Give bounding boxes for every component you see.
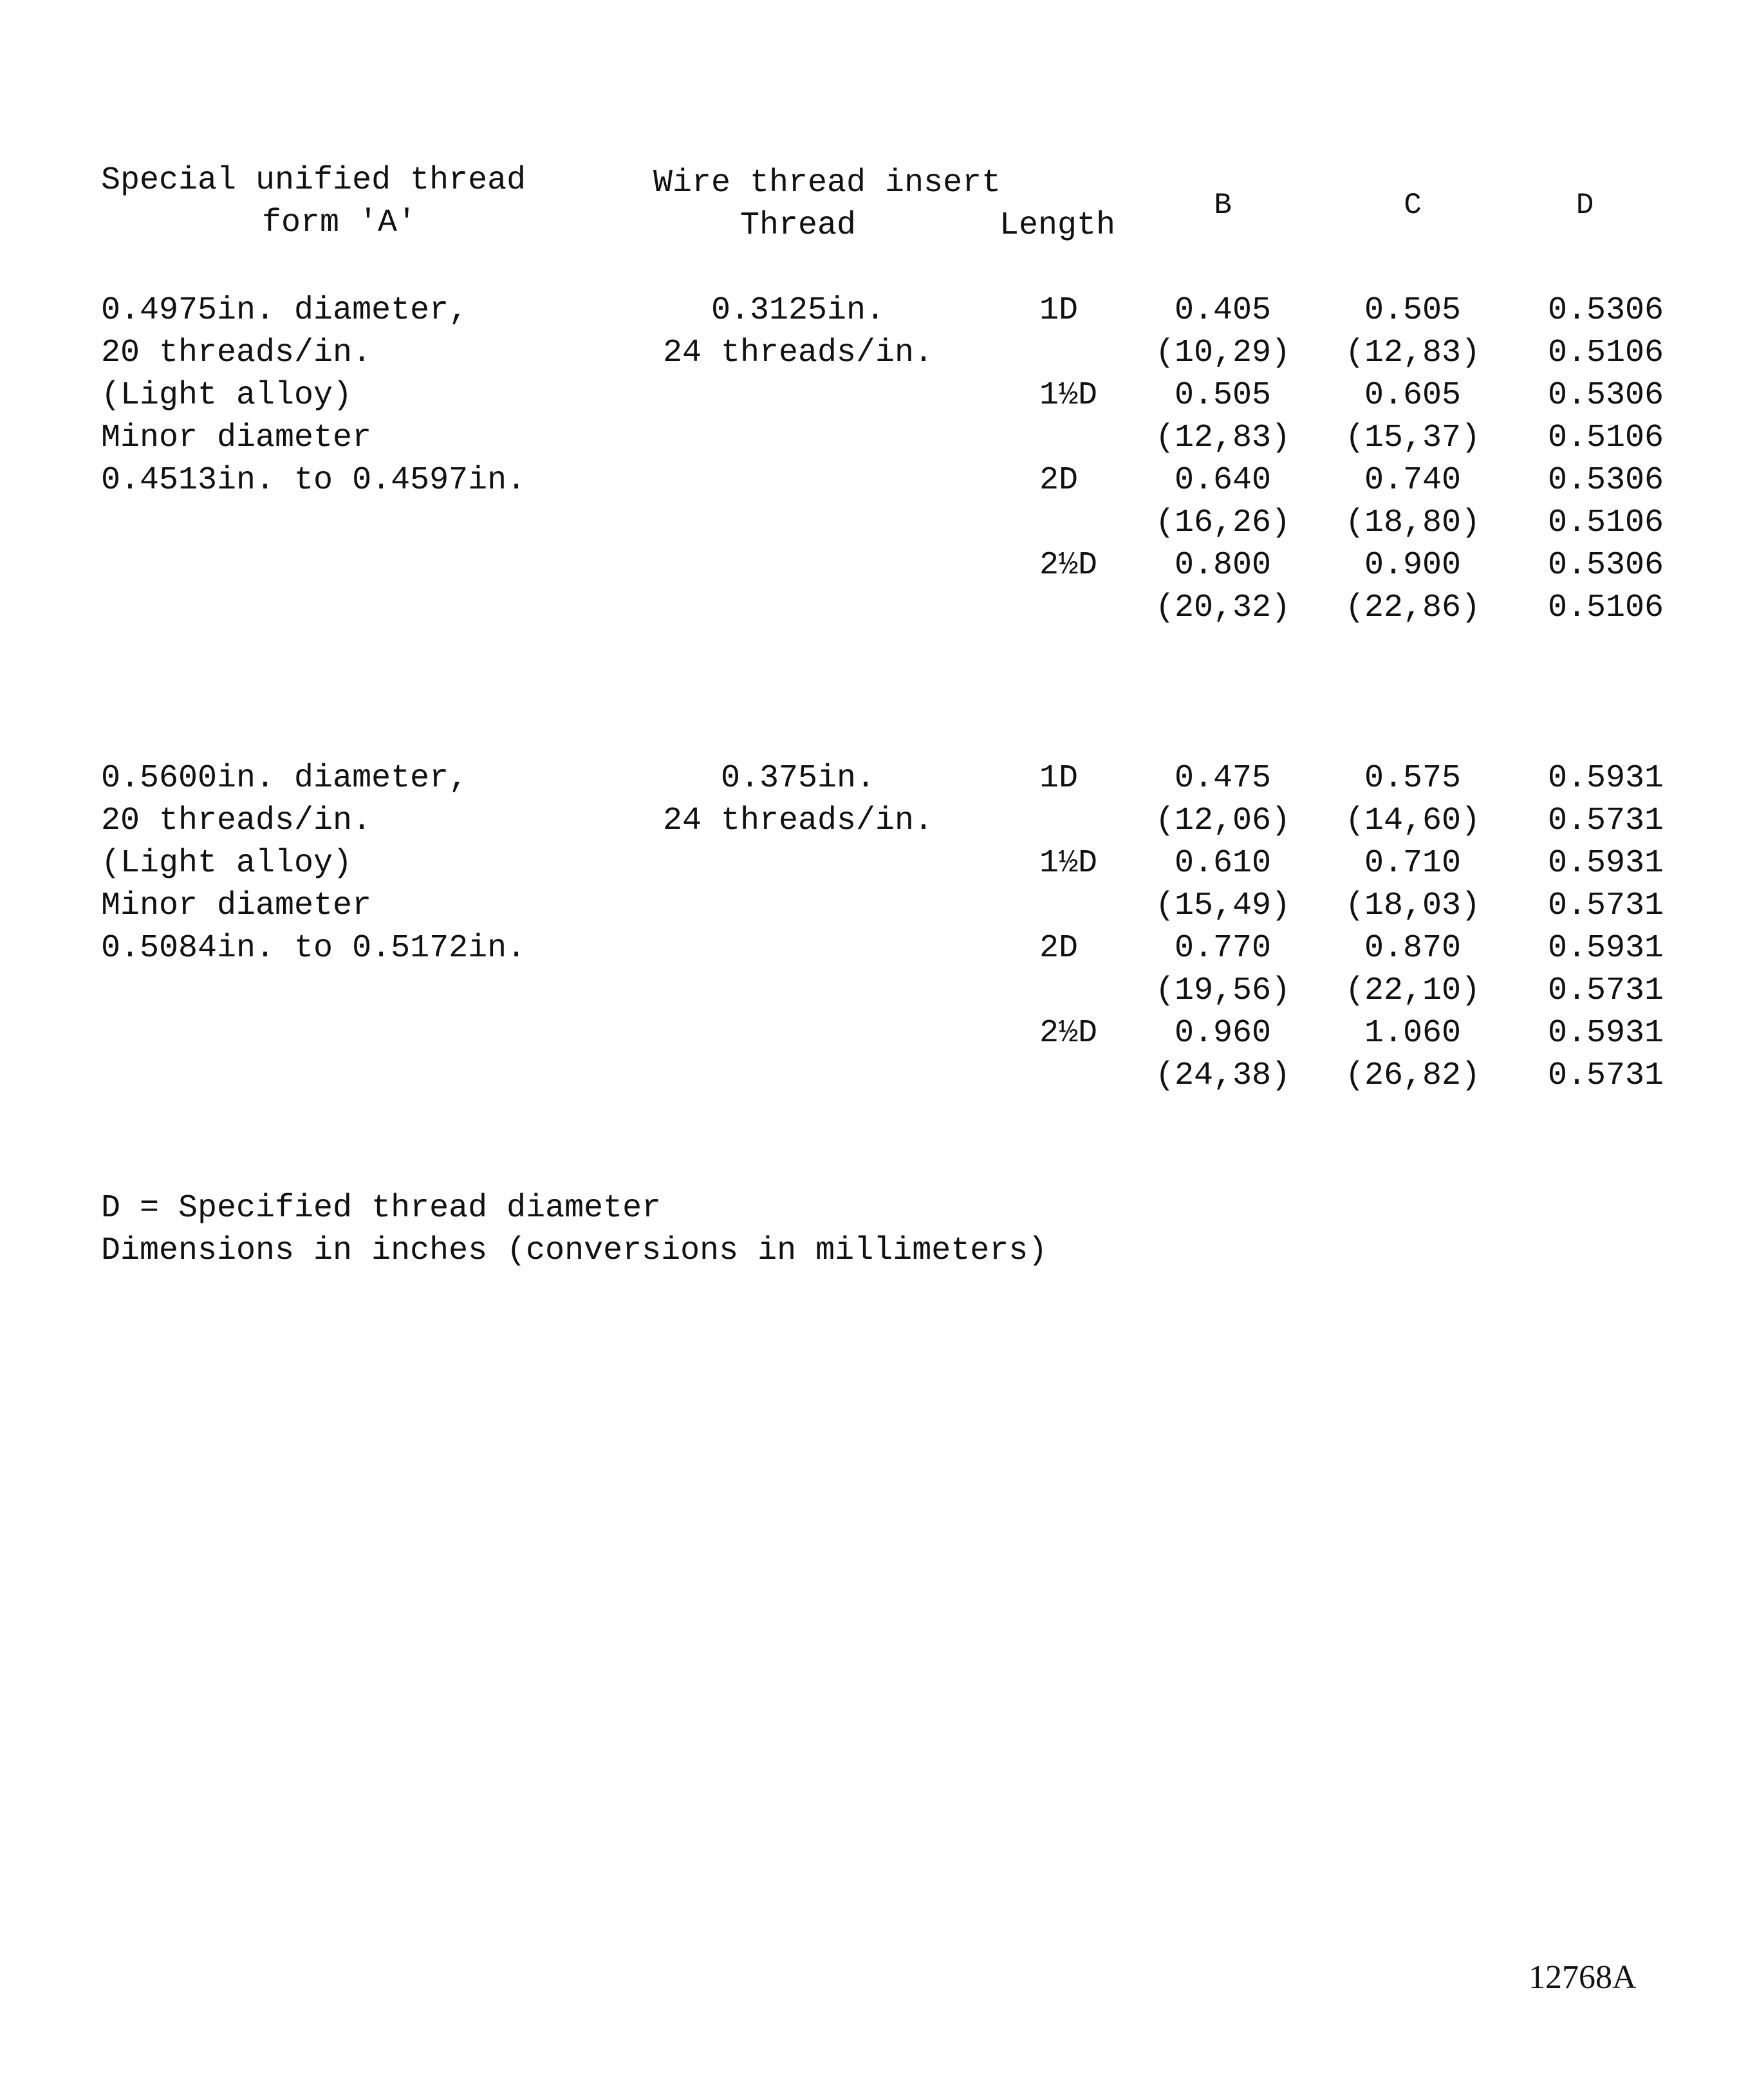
b-mm-cell: (12,06) bbox=[1155, 803, 1291, 839]
c-inch-cell: 0.505 bbox=[1364, 292, 1462, 329]
length-cell: 2D bbox=[1039, 462, 1079, 499]
b-inch-cell: 0.475 bbox=[1174, 760, 1272, 797]
b-mm-cell: (20,32) bbox=[1155, 590, 1291, 626]
b-inch-cell: 0.640 bbox=[1174, 462, 1272, 499]
header-col-d: D bbox=[1576, 189, 1594, 222]
header-col-c: C bbox=[1404, 189, 1422, 222]
d-max-cell: 0.5931 bbox=[1547, 1015, 1664, 1052]
d-max-cell: 0.5931 bbox=[1547, 930, 1664, 967]
b-inch-cell: 0.505 bbox=[1174, 377, 1272, 414]
c-mm-cell: (18,03) bbox=[1344, 887, 1481, 924]
c-mm-cell: (15,37) bbox=[1344, 420, 1481, 456]
b-mm-cell: (19,56) bbox=[1155, 972, 1291, 1009]
length-cell: 2½D bbox=[1039, 1015, 1098, 1052]
thread-form-line: 0.4513in. to 0.4597in. bbox=[101, 462, 526, 499]
c-mm-cell: (22,10) bbox=[1344, 972, 1481, 1009]
figure-code: 12768A bbox=[1529, 1959, 1637, 1996]
b-inch-cell: 0.960 bbox=[1174, 1015, 1272, 1052]
c-mm-cell: (26,82) bbox=[1344, 1057, 1481, 1094]
c-mm-cell: (12,83) bbox=[1344, 335, 1481, 371]
header-wire-thread: Thread bbox=[739, 207, 857, 244]
thread-form-line: 0.5600in. diameter, bbox=[101, 760, 469, 797]
c-inch-cell: 0.900 bbox=[1364, 547, 1462, 584]
b-mm-cell: (10,29) bbox=[1155, 335, 1291, 371]
d-min-cell: 0.5106 bbox=[1547, 590, 1664, 626]
header-thread-form-line1: Special unified thread bbox=[101, 162, 526, 199]
b-mm-cell: (12,83) bbox=[1155, 420, 1291, 456]
d-max-cell: 0.5931 bbox=[1547, 760, 1664, 797]
d-max-cell: 0.5306 bbox=[1547, 547, 1664, 584]
header-length: Length bbox=[999, 207, 1116, 244]
insert-thread-pitch: 24 threads/in. bbox=[662, 335, 934, 371]
d-max-cell: 0.5306 bbox=[1547, 462, 1664, 499]
insert-thread-diameter: 0.3125in. bbox=[711, 292, 886, 329]
footnote-units: Dimensions in inches (conversions in millimeters) bbox=[101, 1232, 1048, 1269]
thread-form-line: (Light alloy) bbox=[101, 845, 353, 882]
insert-thread bbox=[618, 290, 978, 375]
c-inch-cell: 0.575 bbox=[1364, 760, 1462, 797]
d-max-cell: 0.5931 bbox=[1547, 845, 1664, 882]
length-cell: 1½D bbox=[1039, 377, 1098, 414]
b-mm-cell: (15,49) bbox=[1155, 887, 1291, 924]
thread-form-line: Minor diameter bbox=[101, 887, 372, 924]
header-wire-thread-insert: Wire thread insert bbox=[653, 165, 1001, 201]
thread-form-line: 0.4975in. diameter, bbox=[101, 292, 469, 329]
b-inch-cell: 0.800 bbox=[1174, 547, 1272, 584]
footnote-d-definition: D = Specified thread diameter bbox=[101, 1190, 662, 1227]
thread-form-line: 20 threads/in. bbox=[101, 335, 372, 371]
b-mm-cell: (16,26) bbox=[1155, 505, 1291, 541]
d-min-cell: 0.5731 bbox=[1547, 803, 1664, 839]
length-cell: 2D bbox=[1039, 930, 1079, 967]
c-inch-cell: 0.710 bbox=[1364, 845, 1462, 882]
d-max-cell: 0.5306 bbox=[1547, 377, 1664, 414]
b-mm-cell: (24,38) bbox=[1155, 1057, 1291, 1094]
c-mm-cell: (14,60) bbox=[1344, 803, 1481, 839]
c-inch-cell: 0.605 bbox=[1364, 377, 1462, 414]
b-inch-cell: 0.610 bbox=[1174, 845, 1272, 882]
c-inch-cell: 0.870 bbox=[1364, 930, 1462, 967]
length-cell: 1D bbox=[1039, 760, 1079, 797]
insert-thread bbox=[618, 757, 978, 842]
thread-form-line: 0.5084in. to 0.5172in. bbox=[101, 930, 526, 967]
d-min-cell: 0.5731 bbox=[1547, 972, 1664, 1009]
length-cell: 1D bbox=[1039, 292, 1079, 329]
thread-form-line: Minor diameter bbox=[101, 420, 372, 456]
insert-thread-diameter: 0.375in. bbox=[720, 760, 876, 797]
b-inch-cell: 0.770 bbox=[1174, 930, 1272, 967]
d-min-cell: 0.5731 bbox=[1547, 1057, 1664, 1094]
d-max-cell: 0.5306 bbox=[1547, 292, 1664, 329]
header-thread-form-line2: form 'A' bbox=[261, 205, 417, 241]
c-inch-cell: 0.740 bbox=[1364, 462, 1462, 499]
c-mm-cell: (22,86) bbox=[1344, 590, 1481, 626]
thread-form-line: 20 threads/in. bbox=[101, 803, 372, 839]
thread-form-line: (Light alloy) bbox=[101, 377, 353, 414]
header-col-b: B bbox=[1214, 189, 1232, 222]
d-min-cell: 0.5106 bbox=[1547, 505, 1664, 541]
d-min-cell: 0.5731 bbox=[1547, 887, 1664, 924]
b-inch-cell: 0.405 bbox=[1174, 292, 1272, 329]
c-inch-cell: 1.060 bbox=[1364, 1015, 1462, 1052]
length-cell: 1½D bbox=[1039, 845, 1098, 882]
d-min-cell: 0.5106 bbox=[1547, 335, 1664, 371]
d-min-cell: 0.5106 bbox=[1547, 420, 1664, 456]
c-mm-cell: (18,80) bbox=[1344, 505, 1481, 541]
length-cell: 2½D bbox=[1039, 547, 1098, 584]
insert-thread-pitch: 24 threads/in. bbox=[662, 803, 934, 839]
